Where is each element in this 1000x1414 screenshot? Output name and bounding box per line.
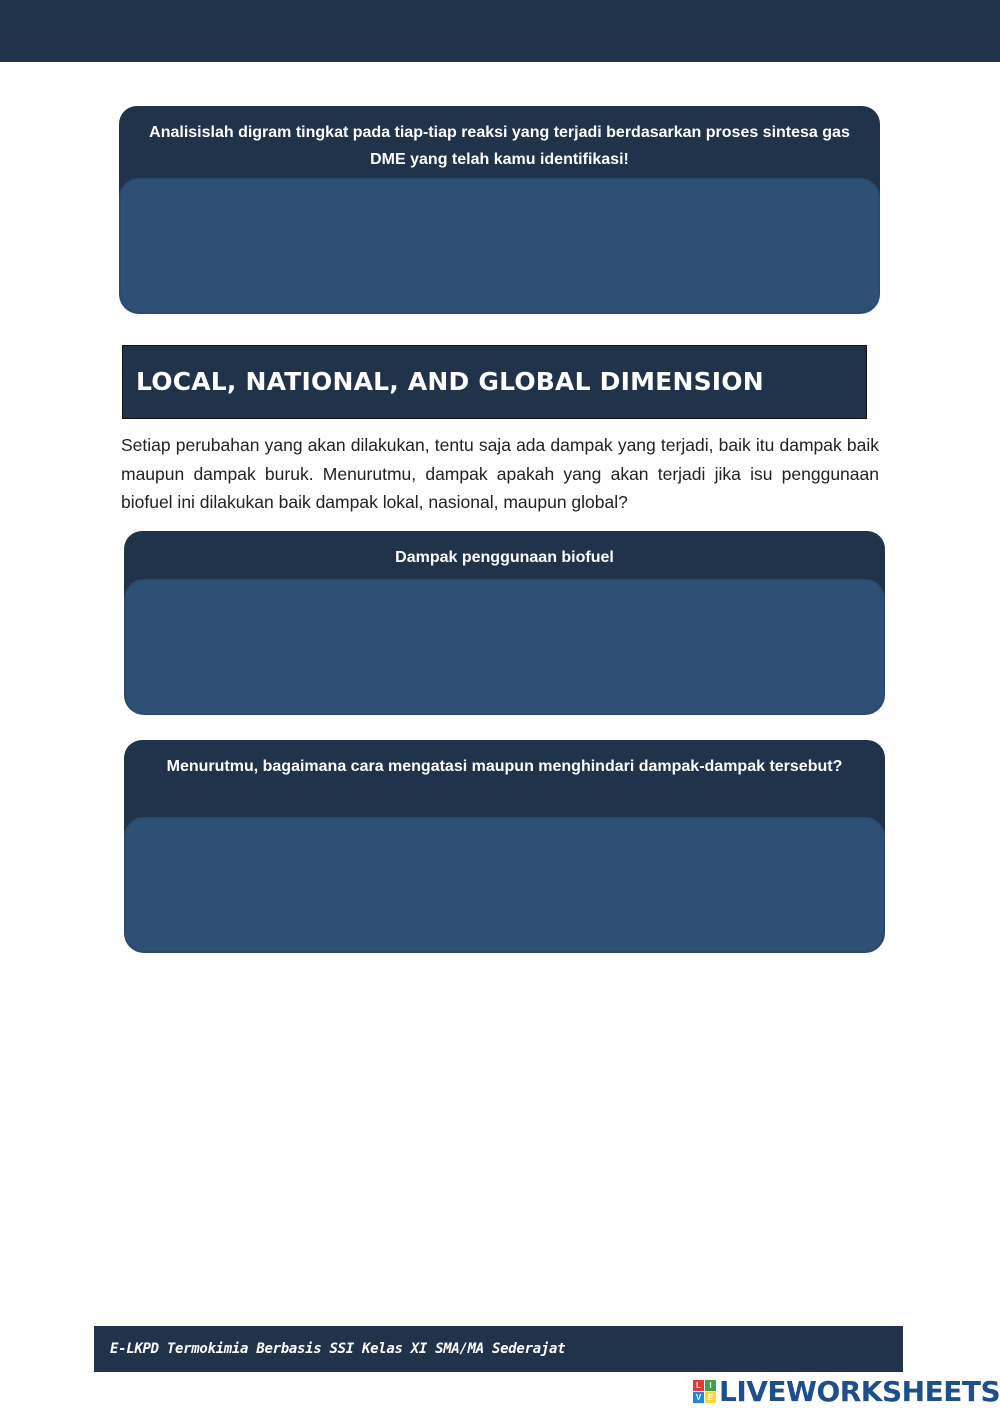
liveworksheets-brand[interactable] [693,1374,1000,1408]
logo-tile: E [705,1392,716,1403]
liveworksheets-wordmark: LIVEWORKSHEETS [719,1374,1000,1408]
top-banner [0,0,1000,62]
section-heading: LOCAL, NATIONAL, AND GLOBAL DIMENSION [122,345,867,419]
logo-tile: V [693,1392,704,1403]
logo-tile: L [693,1380,704,1391]
logo-tile: I [705,1380,716,1391]
dme-analysis-prompt: Analisislah digram tingkat pada tiap-tiap reaksi yang terjadi berdasarkan proses sintesa gas DME yang telah kamu identifikasi! [119,106,880,202]
dme-analysis-card [119,106,880,314]
footer-bar: E-LKPD Termokimia Berbasis SSI Kelas XI SMA/MA Sederajat [94,1326,903,1372]
section-paragraph: Setiap perubahan yang akan dilakukan, tentu saja ada dampak yang terjadi, baik itu dampak baik maupun dampak buruk. Menurutmu, dampak apakah yang akan terjadi jika isu penggunaan biofuel ini dilakukan baik dampak lokal, nasional, maupun global? [121,435,879,512]
mitigation-prompt: Menurutmu, bagaimana cara mengatasi maupun menghindari dampak-dampak tersebut? [124,740,885,850]
biofuel-impact-card [124,531,885,715]
biofuel-impact-answer-box[interactable] [124,579,885,715]
dme-analysis-answer-box[interactable] [119,178,880,314]
liveworksheets-logo-icon [693,1380,716,1403]
mitigation-answer-box[interactable] [124,817,885,953]
mitigation-card [124,740,885,953]
biofuel-impact-prompt: Dampak penggunaan biofuel [124,531,885,607]
